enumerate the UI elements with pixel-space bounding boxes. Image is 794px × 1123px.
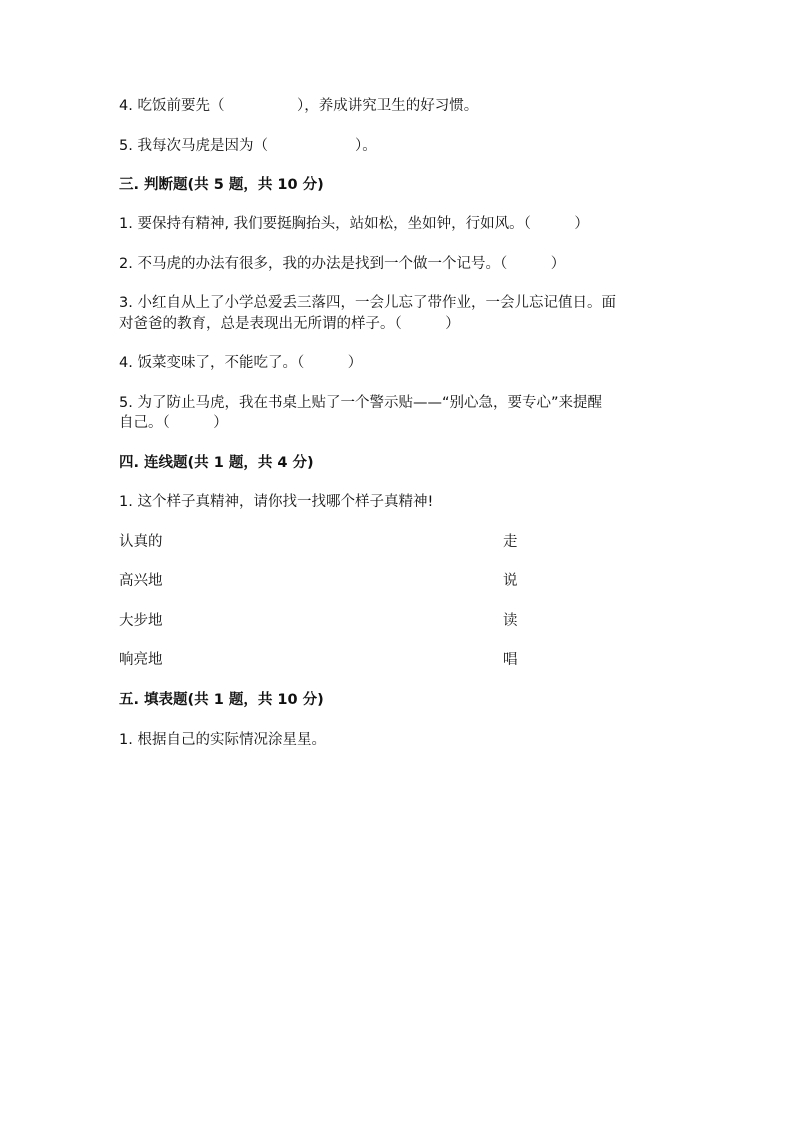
judgment-item-2: 2. 不马虎的办法有很多，我的办法是找到一个做一个记号。（ ） bbox=[119, 256, 566, 272]
judgment-item-3-line-1: 3. 小红自从上了小学总爱丢三落四，一会儿忘了带作业，一会儿忘记值日。面 bbox=[119, 295, 616, 311]
match-left-item-4: 响亮地 bbox=[119, 652, 163, 668]
match-left-item-2: 高兴地 bbox=[119, 573, 163, 589]
fill-blank-item-5: 5. 我每次马虎是因为（ ）。 bbox=[119, 138, 377, 154]
judgment-item-4: 4. 饭菜变味了，不能吃了。（ ） bbox=[119, 355, 363, 371]
match-right-item-3: 读 bbox=[503, 613, 518, 629]
section-5-heading: 五. 填表题(共 1 题，共 10 分) bbox=[119, 692, 324, 708]
match-right-item-2: 说 bbox=[503, 573, 518, 589]
match-left-item-1: 认真的 bbox=[119, 534, 163, 550]
fill-blank-item-4: 4. 吃饭前要先（ ），养成讲究卫生的好习惯。 bbox=[119, 98, 479, 114]
table-question: 1. 根据自己的实际情况涂星星。 bbox=[119, 732, 326, 748]
judgment-item-5-line-1: 5. 为了防止马虎，我在书桌上贴了一个警示贴——“别心急，要专心”来提醒 bbox=[119, 395, 602, 411]
section-3-heading: 三. 判断题(共 5 题，共 10 分) bbox=[119, 177, 324, 193]
matching-question: 1. 这个样子真精神，请你找一找哪个样子真精神! bbox=[119, 494, 434, 510]
match-right-item-1: 走 bbox=[503, 534, 518, 550]
match-left-item-3: 大步地 bbox=[119, 613, 163, 629]
match-right-item-4: 唱 bbox=[503, 652, 518, 668]
judgment-item-5-line-2: 自己。（ ） bbox=[119, 415, 228, 431]
section-4-heading: 四. 连线题(共 1 题，共 4 分) bbox=[119, 455, 314, 471]
judgment-item-1: 1. 要保持有精神, 我们要挺胸抬头，站如松，坐如钟，行如风。（ ） bbox=[119, 216, 589, 232]
judgment-item-3-line-2: 对爸爸的教育，总是表现出无所谓的样子。（ ） bbox=[119, 316, 460, 332]
